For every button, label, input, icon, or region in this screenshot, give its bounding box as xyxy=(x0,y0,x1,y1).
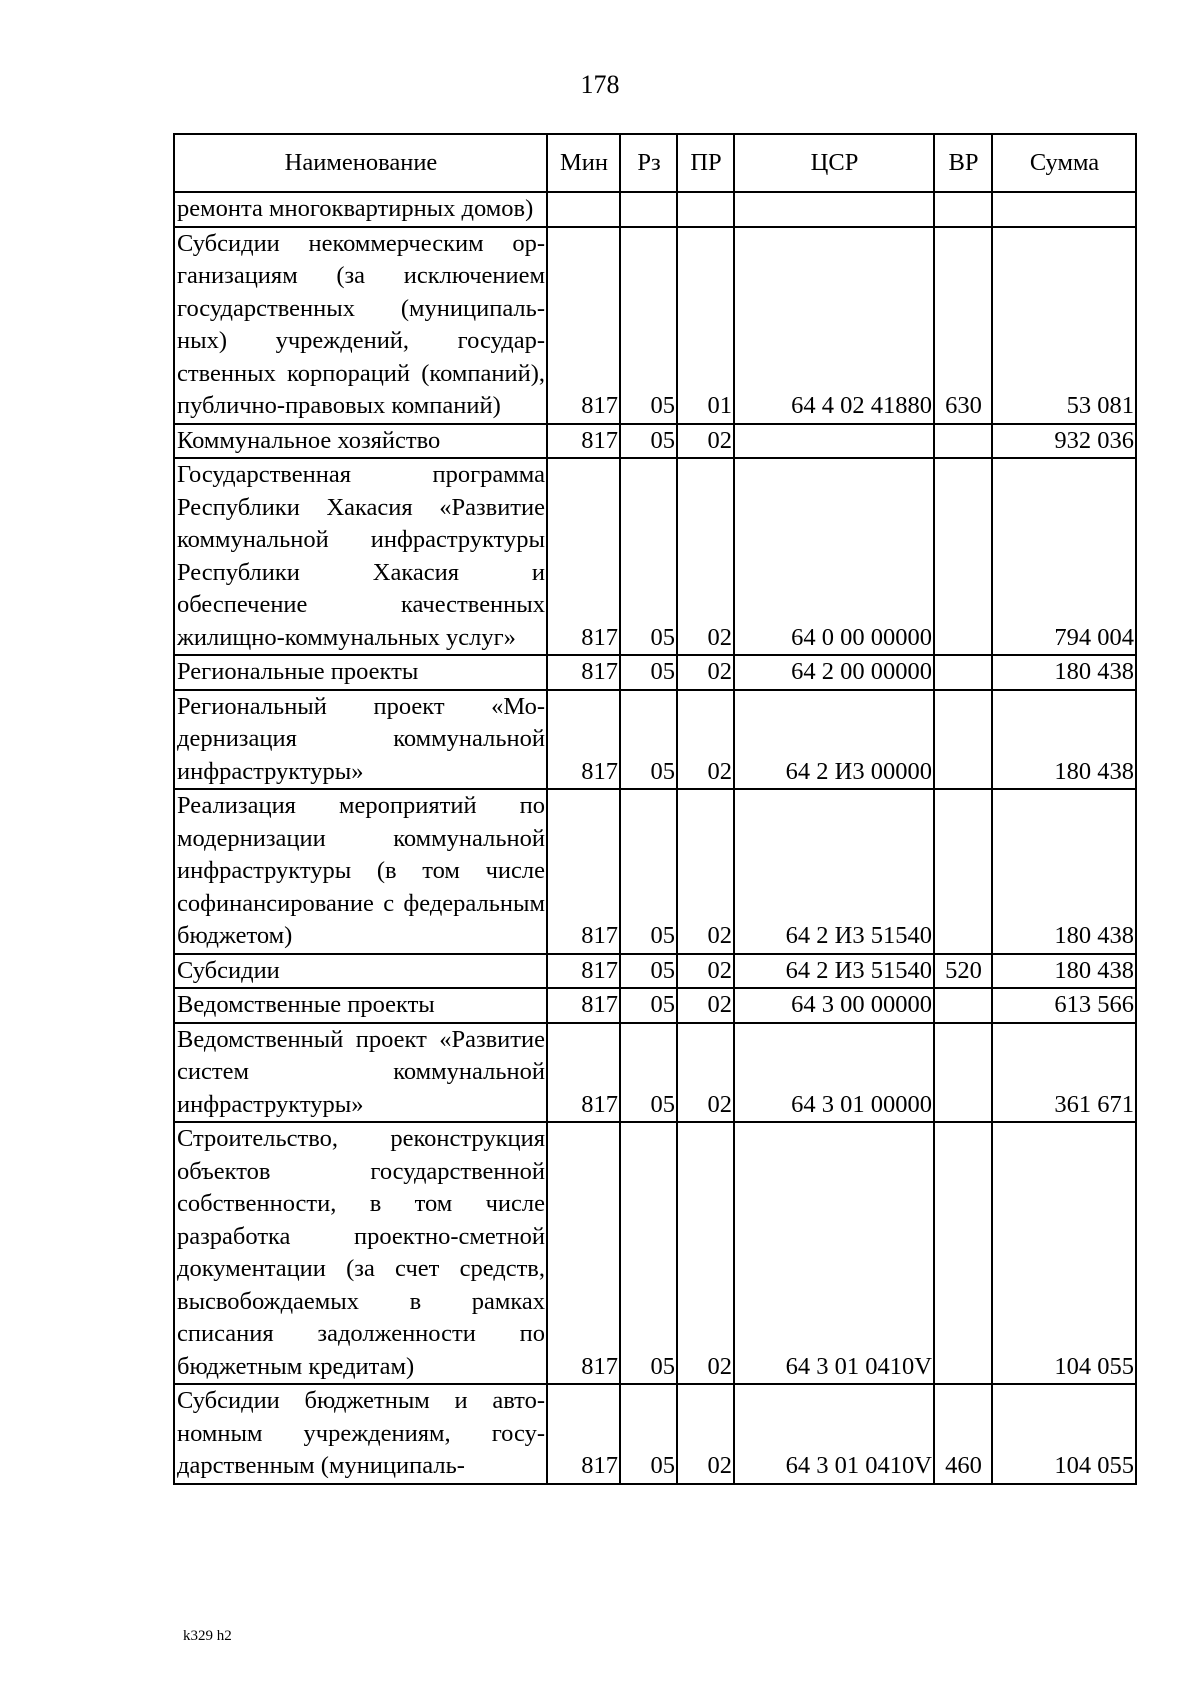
cell-rz: 05 xyxy=(620,1023,677,1123)
cell-vr xyxy=(934,988,992,1023)
cell-min: 817 xyxy=(547,227,620,424)
cell-rz: 05 xyxy=(620,458,677,655)
cell-min: 817 xyxy=(547,954,620,989)
cell-rz xyxy=(620,192,677,227)
cell-min: 817 xyxy=(547,1023,620,1123)
cell-pr: 02 xyxy=(677,458,734,655)
table-row xyxy=(174,690,1136,790)
table-row xyxy=(174,789,1136,954)
cell-vr xyxy=(934,1023,992,1123)
cell-pr: 02 xyxy=(677,690,734,790)
cell-pr: 02 xyxy=(677,1384,734,1484)
cell-min: 817 xyxy=(547,424,620,459)
cell-sum: 613 566 xyxy=(992,988,1136,1023)
cell-rz: 05 xyxy=(620,954,677,989)
cell-vr: 520 xyxy=(934,954,992,989)
cell-vr xyxy=(934,458,992,655)
cell-name: Строительство, реконструкция объектов государственной собственности, в том числе разработка проектно-сметной документации (за счет средств, высвобождаемых в рамках списания задолженности по бюджетным кредитам) xyxy=(174,1122,547,1384)
cell-sum: 104 055 xyxy=(992,1384,1136,1484)
cell-sum: 53 081 xyxy=(992,227,1136,424)
cell-name: Реализация мероприятий по модернизации коммунальной инфраструктуры (в том числе софинансирование с федеральным бюджетом) xyxy=(174,789,547,954)
header-csr: ЦСР xyxy=(734,134,934,192)
page-number: 178 xyxy=(580,70,620,99)
header-sum: Сумма xyxy=(992,134,1136,192)
cell-vr xyxy=(934,1122,992,1384)
cell-name: Региональные проекты xyxy=(174,655,547,690)
cell-csr: 64 2 И3 51540 xyxy=(734,789,934,954)
footer-code: k329 h2 xyxy=(183,1628,232,1644)
cell-min xyxy=(547,192,620,227)
cell-csr: 64 3 01 0410V xyxy=(734,1384,934,1484)
cell-csr: 64 2 00 00000 xyxy=(734,655,934,690)
cell-pr: 02 xyxy=(677,424,734,459)
cell-name: Субсидии xyxy=(174,954,547,989)
cell-csr: 64 3 01 00000 xyxy=(734,1023,934,1123)
cell-sum: 180 438 xyxy=(992,655,1136,690)
cell-rz: 05 xyxy=(620,988,677,1023)
cell-csr: 64 4 02 41880 xyxy=(734,227,934,424)
header-pr: ПР xyxy=(677,134,734,192)
table-row xyxy=(174,192,1136,227)
cell-pr: 02 xyxy=(677,1023,734,1123)
cell-rz: 05 xyxy=(620,690,677,790)
cell-name: Субсидии некоммерческим организациям (за исключением государственных (муниципальных) учреждений, государственных корпораций (компаний), публично-правовых компаний) xyxy=(174,227,547,424)
cell-pr: 02 xyxy=(677,789,734,954)
table-row xyxy=(174,227,1136,424)
table-row xyxy=(174,1122,1136,1384)
cell-vr xyxy=(934,690,992,790)
cell-name: Региональный проект «Модернизация коммунальной инфраструктуры» xyxy=(174,690,547,790)
header-vr: ВР xyxy=(934,134,992,192)
cell-rz: 05 xyxy=(620,227,677,424)
cell-pr: 02 xyxy=(677,954,734,989)
cell-csr: 64 3 01 0410V xyxy=(734,1122,934,1384)
cell-min: 817 xyxy=(547,1122,620,1384)
cell-pr xyxy=(677,192,734,227)
cell-vr xyxy=(934,424,992,459)
cell-sum: 361 671 xyxy=(992,1023,1136,1123)
cell-min: 817 xyxy=(547,458,620,655)
cell-vr xyxy=(934,789,992,954)
cell-min: 817 xyxy=(547,789,620,954)
table-row xyxy=(174,988,1136,1023)
cell-sum: 104 055 xyxy=(992,1122,1136,1384)
cell-csr: 64 0 00 00000 xyxy=(734,458,934,655)
cell-sum: 180 438 xyxy=(992,954,1136,989)
header-name: Наименование xyxy=(174,134,547,192)
cell-pr: 02 xyxy=(677,1122,734,1384)
table-row xyxy=(174,424,1136,459)
cell-name: ремонта многоквартирных домов) xyxy=(174,192,547,227)
cell-rz: 05 xyxy=(620,789,677,954)
cell-csr: 64 2 И3 51540 xyxy=(734,954,934,989)
cell-min: 817 xyxy=(547,1384,620,1484)
cell-sum: 932 036 xyxy=(992,424,1136,459)
table-row xyxy=(174,1384,1136,1484)
cell-csr xyxy=(734,424,934,459)
cell-min: 817 xyxy=(547,988,620,1023)
cell-name: Коммунальное хозяйство xyxy=(174,424,547,459)
cell-pr: 01 xyxy=(677,227,734,424)
table-row xyxy=(174,1023,1136,1123)
cell-vr xyxy=(934,192,992,227)
cell-csr: 64 3 00 00000 xyxy=(734,988,934,1023)
cell-vr xyxy=(934,655,992,690)
cell-name: Государственная программа Республики Хакасия «Развитие коммунальной инфраструктуры Республики Хакасия и обеспечение качественных жилищно-коммунальных услуг» xyxy=(174,458,547,655)
cell-rz: 05 xyxy=(620,424,677,459)
cell-vr: 630 xyxy=(934,227,992,424)
budget-table xyxy=(173,133,1137,1485)
cell-name: Ведомственные проекты xyxy=(174,988,547,1023)
header-min: Мин xyxy=(547,134,620,192)
cell-csr: 64 2 И3 00000 xyxy=(734,690,934,790)
cell-name: Субсидии бюджетным и автономным учреждениям, государственным (муниципаль- xyxy=(174,1384,547,1484)
table-row xyxy=(174,954,1136,989)
header-rz: Рз xyxy=(620,134,677,192)
cell-pr: 02 xyxy=(677,988,734,1023)
table-body xyxy=(174,192,1136,1484)
table-row xyxy=(174,655,1136,690)
cell-min: 817 xyxy=(547,655,620,690)
cell-rz: 05 xyxy=(620,655,677,690)
cell-sum: 180 438 xyxy=(992,789,1136,954)
cell-name: Ведомственный проект «Развитие систем коммунальной инфраструктуры» xyxy=(174,1023,547,1123)
table-header-row xyxy=(174,134,1136,192)
cell-rz: 05 xyxy=(620,1122,677,1384)
cell-pr: 02 xyxy=(677,655,734,690)
cell-min: 817 xyxy=(547,690,620,790)
cell-csr xyxy=(734,192,934,227)
cell-sum xyxy=(992,192,1136,227)
cell-vr: 460 xyxy=(934,1384,992,1484)
cell-sum: 180 438 xyxy=(992,690,1136,790)
cell-rz: 05 xyxy=(620,1384,677,1484)
cell-sum: 794 004 xyxy=(992,458,1136,655)
table-row xyxy=(174,458,1136,655)
